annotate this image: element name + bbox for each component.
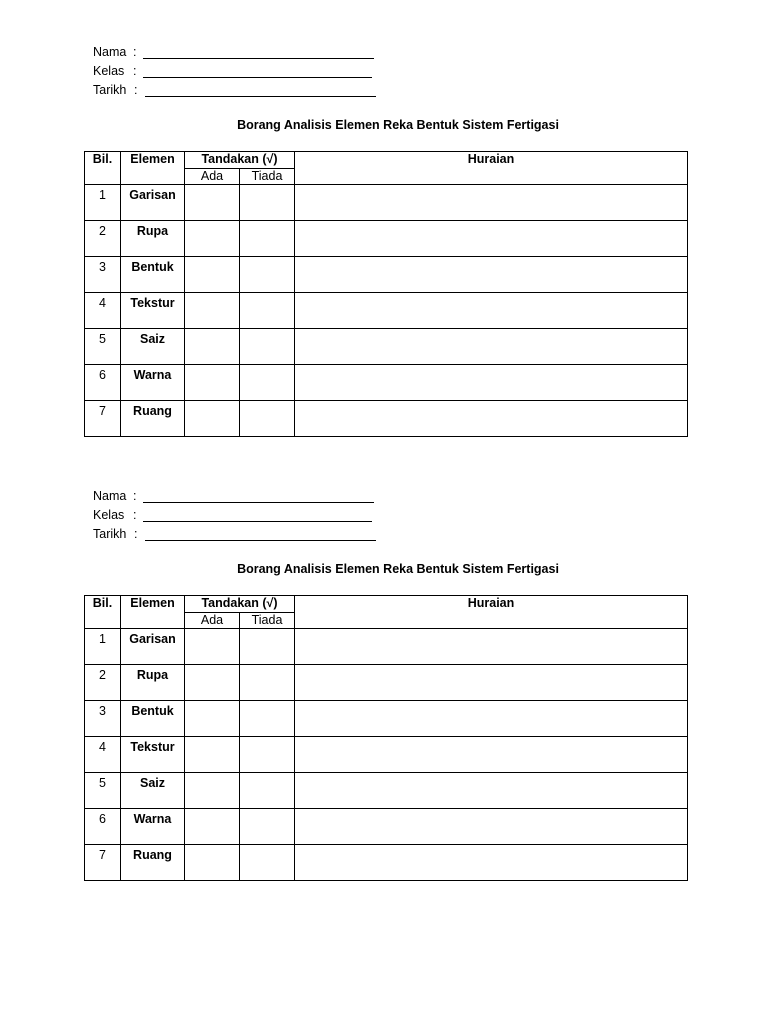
- date-colon: :: [134, 83, 138, 97]
- bil-header: Bil.: [85, 152, 121, 185]
- tandakan-header: Tandakan (√): [185, 152, 295, 169]
- table-row: [85, 701, 688, 737]
- element-name: [121, 629, 185, 665]
- element-label: Saiz: [139, 776, 165, 790]
- table-row: [85, 401, 688, 437]
- tandakan-header: Tandakan (√): [185, 596, 295, 613]
- table-row: [85, 845, 688, 881]
- tiada-checkbox-cell[interactable]: [240, 257, 295, 293]
- ada-checkbox-cell[interactable]: [185, 293, 240, 329]
- element-label: Rupa: [136, 224, 169, 238]
- row-number: 7: [85, 401, 121, 437]
- tiada-header: Tiada: [240, 613, 295, 629]
- element-label: Tekstur: [130, 296, 175, 310]
- element-name: [121, 773, 185, 809]
- row-number: 5: [85, 773, 121, 809]
- tiada-checkbox-cell[interactable]: [240, 185, 295, 221]
- element-name: [121, 845, 185, 881]
- tiada-checkbox-cell[interactable]: [240, 701, 295, 737]
- tiada-checkbox-cell[interactable]: [240, 221, 295, 257]
- table-row: [85, 365, 688, 401]
- table-row: [85, 629, 688, 665]
- tiada-checkbox-cell[interactable]: [240, 629, 295, 665]
- table-row: [85, 185, 688, 221]
- ada-checkbox-cell[interactable]: [185, 185, 240, 221]
- element-label: Bentuk: [131, 704, 174, 718]
- element-label: Saiz: [139, 332, 165, 346]
- huraian-cell[interactable]: [295, 185, 688, 221]
- name-label: Nama: [93, 489, 127, 503]
- table-row: [85, 293, 688, 329]
- class-colon: :: [133, 64, 137, 78]
- huraian-header: Huraian: [295, 596, 688, 629]
- tiada-checkbox-cell[interactable]: [240, 737, 295, 773]
- analysis-table: [84, 595, 688, 881]
- date-underline[interactable]: [145, 540, 376, 541]
- ada-checkbox-cell[interactable]: [185, 665, 240, 701]
- row-number: 3: [85, 701, 121, 737]
- element-name: [121, 221, 185, 257]
- date-underline[interactable]: [145, 96, 376, 97]
- ada-checkbox-cell[interactable]: [185, 737, 240, 773]
- ada-header: Ada: [185, 169, 240, 185]
- element-label: Garisan: [129, 632, 176, 646]
- tiada-checkbox-cell[interactable]: [240, 845, 295, 881]
- class-label: Kelas: [93, 64, 125, 78]
- name-colon: :: [133, 45, 137, 59]
- huraian-cell[interactable]: [295, 221, 688, 257]
- row-number: 6: [85, 365, 121, 401]
- class-underline[interactable]: [143, 521, 372, 522]
- element-name: [121, 737, 185, 773]
- date-label: Tarikh: [93, 527, 127, 541]
- ada-checkbox-cell[interactable]: [185, 845, 240, 881]
- element-name: [121, 365, 185, 401]
- huraian-cell[interactable]: [295, 665, 688, 701]
- date-colon: :: [134, 527, 138, 541]
- name-colon: :: [133, 489, 137, 503]
- ada-checkbox-cell[interactable]: [185, 365, 240, 401]
- ada-checkbox-cell[interactable]: [185, 773, 240, 809]
- tiada-checkbox-cell[interactable]: [240, 665, 295, 701]
- class-label: Kelas: [93, 508, 125, 522]
- ada-checkbox-cell[interactable]: [185, 629, 240, 665]
- row-number: 1: [85, 185, 121, 221]
- row-number: 5: [85, 329, 121, 365]
- huraian-cell[interactable]: [295, 293, 688, 329]
- element-name: [121, 809, 185, 845]
- row-number: 6: [85, 809, 121, 845]
- tiada-checkbox-cell[interactable]: [240, 401, 295, 437]
- huraian-cell[interactable]: [295, 401, 688, 437]
- element-label: Rupa: [136, 668, 169, 682]
- element-label: Warna: [133, 812, 172, 826]
- ada-checkbox-cell[interactable]: [185, 257, 240, 293]
- element-name: [121, 257, 185, 293]
- huraian-cell[interactable]: [295, 329, 688, 365]
- class-colon: :: [133, 508, 137, 522]
- bil-header: Bil.: [85, 596, 121, 629]
- element-name: [121, 293, 185, 329]
- huraian-cell[interactable]: [295, 701, 688, 737]
- row-number: 2: [85, 221, 121, 257]
- element-name: [121, 701, 185, 737]
- tiada-checkbox-cell[interactable]: [240, 293, 295, 329]
- element-name: [121, 401, 185, 437]
- element-name: [121, 329, 185, 365]
- table-row: [85, 665, 688, 701]
- name-label: Nama: [93, 45, 127, 59]
- name-underline[interactable]: [143, 58, 374, 59]
- elemen-header: Elemen: [121, 152, 185, 185]
- huraian-header: Huraian: [295, 152, 688, 185]
- element-name: [121, 665, 185, 701]
- huraian-cell[interactable]: [295, 809, 688, 845]
- table-row: [85, 809, 688, 845]
- header-row: [85, 596, 688, 613]
- name-underline[interactable]: [143, 502, 374, 503]
- element-label: Bentuk: [131, 260, 174, 274]
- date-label: Tarikh: [93, 83, 127, 97]
- table-row: [85, 329, 688, 365]
- ada-checkbox-cell[interactable]: [185, 221, 240, 257]
- row-number: 7: [85, 845, 121, 881]
- class-underline[interactable]: [143, 77, 372, 78]
- huraian-cell[interactable]: [295, 845, 688, 881]
- table-row: [85, 737, 688, 773]
- tiada-header: Tiada: [240, 169, 295, 185]
- element-name: [121, 185, 185, 221]
- tiada-checkbox-cell[interactable]: [240, 809, 295, 845]
- row-number: 2: [85, 665, 121, 701]
- header-row: [85, 152, 688, 169]
- elemen-header: Elemen: [121, 596, 185, 629]
- tiada-checkbox-cell[interactable]: [240, 773, 295, 809]
- element-label: Garisan: [129, 188, 176, 202]
- huraian-cell[interactable]: [295, 257, 688, 293]
- element-label: Tekstur: [130, 740, 175, 754]
- tiada-checkbox-cell[interactable]: [240, 365, 295, 401]
- element-label: Ruang: [133, 404, 172, 418]
- huraian-cell[interactable]: [295, 629, 688, 665]
- form-title: Borang Analisis Elemen Reka Bentuk Sistem Fertigasi: [237, 562, 559, 576]
- element-label: Ruang: [133, 848, 172, 862]
- huraian-cell[interactable]: [295, 737, 688, 773]
- huraian-cell[interactable]: [295, 773, 688, 809]
- table-row: [85, 257, 688, 293]
- ada-checkbox-cell[interactable]: [185, 329, 240, 365]
- element-label: Warna: [133, 368, 172, 382]
- row-number: 4: [85, 737, 121, 773]
- row-number: 4: [85, 293, 121, 329]
- table-row: [85, 221, 688, 257]
- ada-header: Ada: [185, 613, 240, 629]
- ada-checkbox-cell[interactable]: [185, 809, 240, 845]
- analysis-table: [84, 151, 688, 437]
- row-number: 1: [85, 629, 121, 665]
- ada-checkbox-cell[interactable]: [185, 401, 240, 437]
- huraian-cell[interactable]: [295, 365, 688, 401]
- table-row: [85, 773, 688, 809]
- form-title: Borang Analisis Elemen Reka Bentuk Sistem Fertigasi: [237, 118, 559, 132]
- tiada-checkbox-cell[interactable]: [240, 329, 295, 365]
- row-number: 3: [85, 257, 121, 293]
- ada-checkbox-cell[interactable]: [185, 701, 240, 737]
